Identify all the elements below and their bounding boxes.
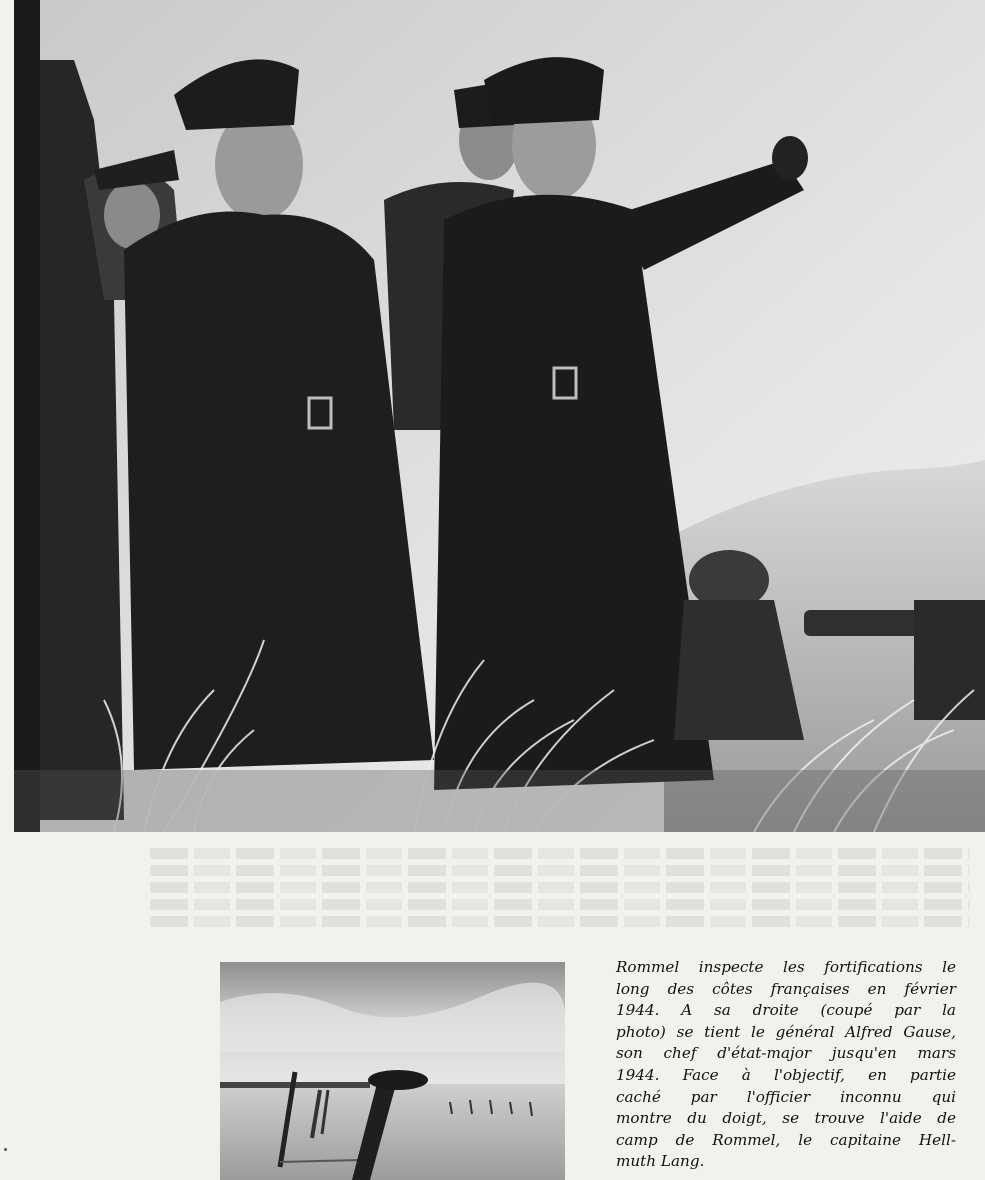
caption-line: son chef d'état-major jusqu'en mars	[616, 1044, 956, 1063]
caption-line: 1944. A sa droite (coupé par la	[616, 1001, 956, 1020]
inset-photograph	[220, 962, 565, 1180]
caption-line: camp de Rommel, le capitaine Hell-	[616, 1130, 956, 1149]
main-photo-illustration	[14, 0, 985, 832]
page-edge-mark	[4, 1148, 7, 1151]
caption-line: long des côtes françaises en février	[616, 979, 956, 998]
main-photograph	[14, 0, 985, 832]
caption-line: muth Lang.	[616, 1152, 705, 1171]
photo-caption	[616, 957, 956, 1173]
show-through-text-area	[150, 842, 970, 952]
caption-line: photo) se tient le général Alfred Gause,	[616, 1022, 956, 1041]
caption-line: caché par l'officier inconnu qui	[616, 1087, 956, 1106]
caption-line: Rommel inspecte les fortifications le	[616, 958, 956, 976]
inset-photo-illustration	[220, 962, 565, 1180]
caption-line: montre du doigt, se trouve l'aide de	[616, 1109, 956, 1128]
caption-line: 1944. Face à l'objectif, en partie	[616, 1065, 956, 1084]
